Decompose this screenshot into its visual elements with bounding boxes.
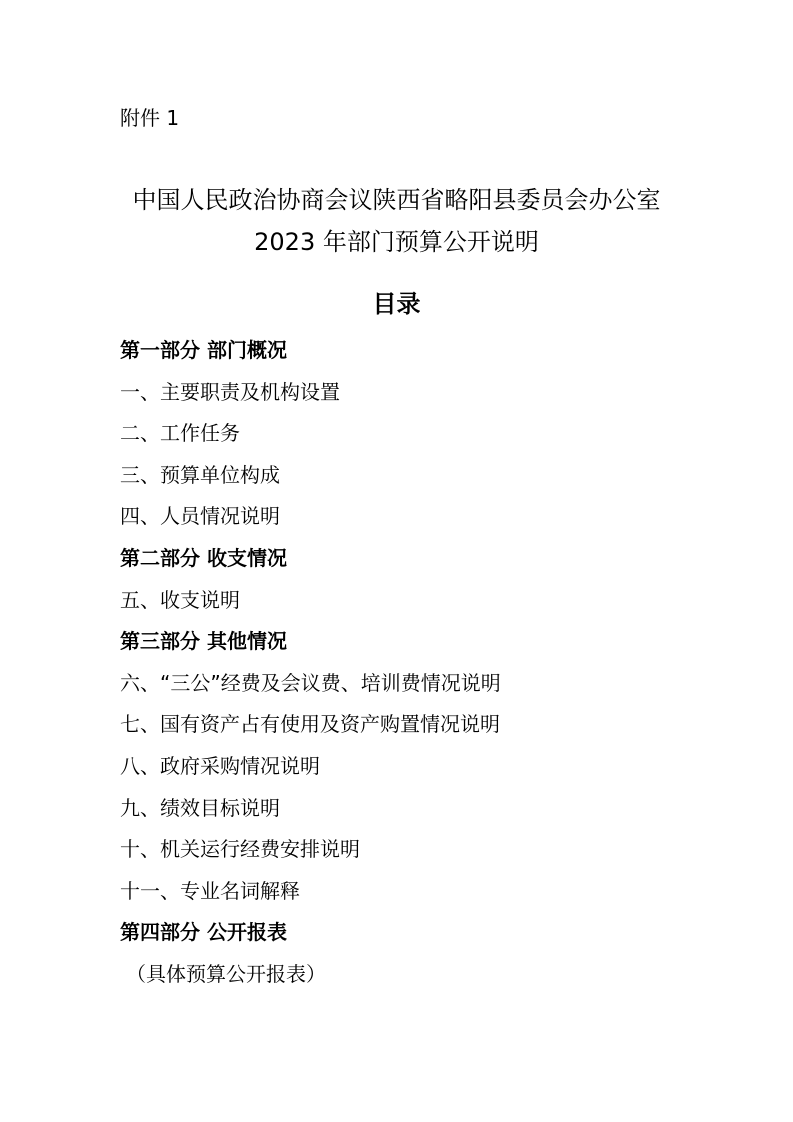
toc-item-7: 七、国有资产占有使用及资产购置情况说明 [120,712,500,737]
toc-item-5: 五、收支说明 [120,587,240,612]
toc-part-2: 第二部分 收支情况 [120,545,287,570]
toc-item-6: 六、“三公”经费及会议费、培训费情况说明 [120,670,501,695]
toc-heading: 目录 [372,290,421,318]
toc-item-4: 四、人员情况说明 [120,504,280,529]
toc-item-1: 一、主要职责及机构设置 [120,379,340,404]
toc-item-3: 三、预算单位构成 [120,462,280,487]
toc-item-9: 九、绩效目标说明 [120,795,280,820]
annex-label: 附件 1 [120,106,180,130]
document-title-line1: 中国人民政治协商会议陕西省略阳县委员会办公室 [132,186,661,214]
toc-part-4: 第四部分 公开报表 [120,920,287,945]
document-title-line2: 2023 年部门预算公开说明 [254,228,539,256]
toc-item-2: 二、工作任务 [120,421,240,446]
toc-item-11: 十一、专业名词解释 [120,878,300,903]
table-of-contents [120,330,740,996]
toc-item-8: 八、政府采购情况说明 [120,753,320,778]
toc-part-1: 第一部分 部门概况 [120,338,287,362]
toc-part-3: 第三部分 其他情况 [120,629,287,654]
toc-item-10: 十、机关运行经费安排说明 [120,837,360,862]
toc-note: （具体预算公开报表） [126,961,326,986]
